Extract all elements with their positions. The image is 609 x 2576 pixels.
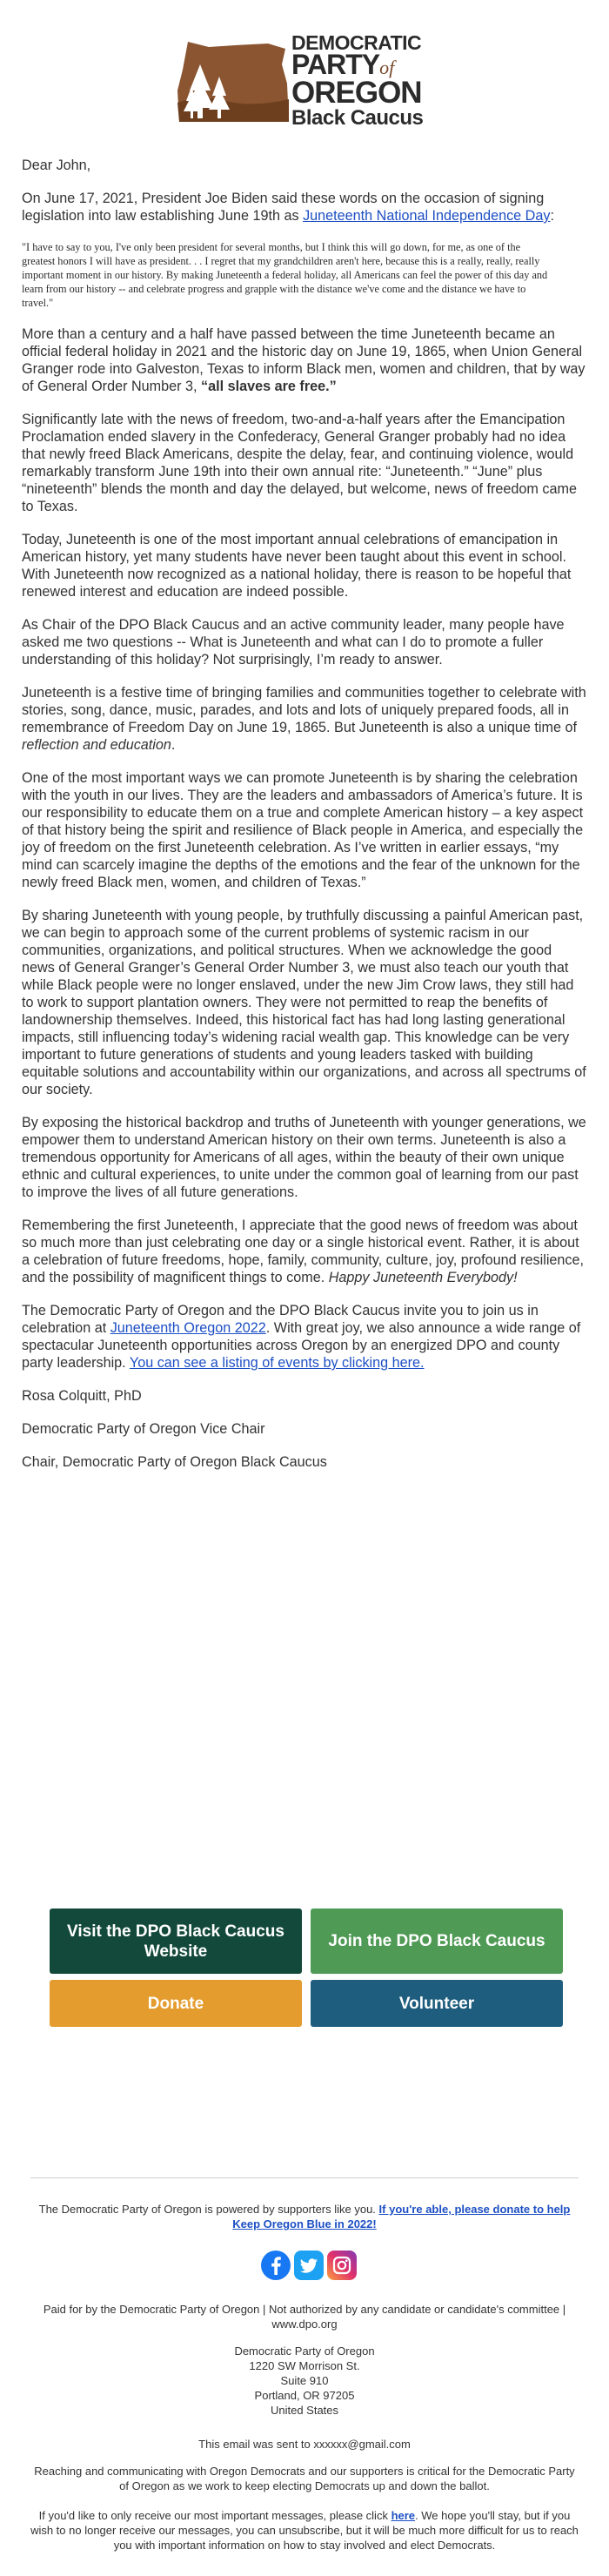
logo-line-black-caucus: Black Caucus <box>291 106 424 130</box>
preferences-text: If you'd like to only receive our most important messages, please click <box>38 2509 392 2522</box>
mailing-address <box>30 2344 579 2418</box>
paragraph-6-end: . <box>171 737 176 753</box>
letter-body <box>22 157 587 1486</box>
paragraph-10-text: Remembering the first Juneteenth, I appreciate that the good news of freedom was about so much more than just celebrating one day or a single historical event. Rather, it is about a celebration of future freedoms, hope, family, community, culture, joy, profound resilience, and the possibility of magnificent things to come. <box>22 1218 585 1285</box>
join-caucus-button[interactable]: Join the DPO Black Caucus <box>311 1909 563 1974</box>
happy-juneteenth-phrase: Happy Juneteenth Everybody! <box>328 1270 518 1285</box>
paragraph-8: By sharing Juneteenth with young people, by truthfully discussing a painful American past, we can begin to approach some of the current problems of systemic racism in our communities, organizations, and political structures. When we acknowledge the good news of General Granger’s General Order Number 3, we must also teach our youth that while Black people were no longer enslaved, under the new Jim Crow laws, they still had to work to support plantation owners. They were not permitted to reap the benefits of landownership themselves. Indeed, this historical fact has had long lasting generational impacts, still influencing today’s widening racial wealth gap. This knowledge can be very important to future generations of students and young leaders tasked with building equitable solutions and accountability within our organizations, and across all spectrums of our society. <box>22 908 586 1097</box>
volunteer-button[interactable]: Volunteer <box>311 1980 563 2027</box>
paragraph-6 <box>22 684 587 754</box>
reaching-notice: Reaching and communicating with Oregon Democrats and our supporters is critical for the Democratic Party of Oregon as we work to keep electing Democrats up and down the ballot. <box>34 2465 575 2492</box>
donate-keep-oregon-blue-link[interactable]: If you're able, please donate to help Keep Oregon Blue in 2022! <box>232 2203 571 2231</box>
sent-to-notice: This email was sent to xxxxxx@gmail.com <box>198 2438 411 2451</box>
events-listing-link[interactable]: You can see a listing of events by clicking here. <box>129 1355 425 1371</box>
preferences-text-end: . We hope you'll stay, but if you wish to no longer receive our messages, you can unsubscribe, but it will be much more difficult for us to reach you with important information on how to stay involved and elect Democrats. <box>30 2509 579 2552</box>
paragraph-1 <box>22 190 587 225</box>
preferences-notice <box>30 2508 579 2553</box>
paragraph-1-text: On June 17, 2021, President Joe Biden said these words on the occasion of signing legislation into law establishing June 19th as <box>22 191 545 224</box>
logo-party-word: PARTY <box>291 49 380 80</box>
preferences-here-link[interactable]: here <box>391 2509 416 2522</box>
logo-wordmark <box>291 33 465 131</box>
signature-title-2: Chair, Democratic Party of Oregon Black Caucus <box>22 1454 327 1470</box>
donate-button[interactable]: Donate <box>50 1980 302 2027</box>
address-line: United States <box>270 2404 339 2417</box>
powered-by-sentence: The Democratic Party of Oregon is powered by supporters like you. <box>38 2203 379 2216</box>
address-line: 1220 SW Morrison St. <box>249 2359 360 2372</box>
oregon-state-icon <box>174 38 296 125</box>
greeting: Dear John, <box>22 158 91 173</box>
logo-line-democratic: DEMOCRATIC <box>291 31 422 54</box>
all-slaves-free-quote: “all slaves are free.” <box>201 379 337 394</box>
paragraph-3: Significantly late with the news of freedom, two-and-a-half years after the Emancipation Proclamation ended slavery in the Confederacy, General Granger probably had no idea that newly freed Black Americans, despite the delay, fear, and continuing violence, would remarkably transform June 19th into their own annual rite: “Juneteenth.” “June” plus “nineteenth” blends the month and day the delayed, but welcome, news of freedom came to Texas. <box>22 412 577 514</box>
juneteenth-oregon-link[interactable]: Juneteenth Oregon 2022 <box>110 1320 266 1336</box>
paragraph-9: By exposing the historical backdrop and truths of Juneteenth with younger generations, we empower them to understand American history on their own terms. Juneteenth is also a tremendous opportunity for Americans of all ages, within the beauty of their own unique ethnic and cultural experiences, to unite under the common goal of learning from our past to improve the lives of all future generations. <box>22 1115 586 1200</box>
footer-divider <box>30 2177 579 2178</box>
paragraph-7: One of the most important ways we can promote Juneteenth is by sharing the celebration with the youth in our lives. They are the leaders and ambassadors of America’s future. It is our responsibility to educate them on a true and complete American history – a key aspect of that history being the spirit and resilience of Black people in America, and especially the joy of freedom on the first Juneteenth celebration. As I’ve written in earlier essays, “my mind can scarcely imagine the depths of the emotions and the fear of the unknown for the newly freed Black men, women, and children of Texas.” <box>22 770 584 890</box>
address-line: Portland, OR 97205 <box>254 2389 355 2402</box>
logo-line-oregon: OREGON <box>291 76 422 110</box>
signature-title-1: Democratic Party of Oregon Vice Chair <box>22 1421 265 1437</box>
paragraph-4: Today, Juneteenth is one of the most important annual celebrations of emancipation in American history, yet many students have never been taught about this event in school. With Juneteenth now recognized as a national holiday, there is reason to be hopeful that renewed interest and education are indeed possible. <box>22 532 572 600</box>
facebook-icon[interactable] <box>261 2251 291 2280</box>
logo-of-word: of <box>379 57 395 78</box>
paragraph-1-end: : <box>550 208 554 224</box>
paragraph-10 <box>22 1217 587 1286</box>
powered-by-text <box>30 2202 579 2231</box>
paid-for-disclaimer: Paid for by the Democratic Party of Oregon | Not authorized by any candidate or candidate's committee | www.dpo.org <box>43 2303 566 2331</box>
address-line: Democratic Party of Oregon <box>234 2345 375 2358</box>
paragraph-5: As Chair of the DPO Black Caucus and an active community leader, many people have asked me two questions -- What is Juneteenth and what can I do to promote a fuller understanding of this holiday? Not surprisingly, I’m ready to answer. <box>22 617 565 667</box>
paragraph-11-mid: . With great joy, we also announce a wide range of spectacular Juneteenth opportunities across Oregon by an energized DPO and county party leadership. <box>22 1320 581 1371</box>
paragraph-6-text: Juneteenth is a festive time of bringing families and communities together to celebrate with stories, song, dance, music, parades, and lots and lots of uniquely prepared foods, all in remembrance of Freedom Day on June 19, 1865. But Juneteenth is also a unique time of <box>22 685 586 735</box>
biden-quote: "I have to say to you, I've only been president for several months, but I think this will go down, for me, as one of the greatest honors I will have as president. . . I regret that my grandchildren aren't here, because this is a really, really, really important moment in our history. By making Juneteenth a federal holiday, all Americans can feel the power of this day and learn from our history -- and celebrate progress and grapple with the distance we've come and the distance we have to travel." <box>22 241 548 309</box>
reflection-education-phrase: reflection and education <box>22 737 171 753</box>
visit-website-button[interactable]: Visit the DPO Black Caucus Website <box>50 1909 302 1974</box>
juneteenth-holiday-link[interactable]: Juneteenth National Independence Day <box>303 208 551 224</box>
twitter-icon[interactable] <box>294 2251 324 2280</box>
signature-name: Rosa Colquitt, PhD <box>22 1388 142 1404</box>
address-line: Suite 910 <box>280 2374 329 2387</box>
instagram-icon[interactable] <box>327 2251 357 2280</box>
paragraph-2-text: More than a century and a half have passed between the time Juneteenth became an official federal holiday in 2021 and the historic day on June 19, 1865, when Union General Granger rode into Galveston, Texas to inform Black men, women and children, that by way of General Order Number 3, <box>22 326 586 394</box>
paragraph-11-text: The Democratic Party of Oregon and the DPO Black Caucus invite you to join us in celebration at <box>22 1303 539 1336</box>
dpo-black-caucus-logo <box>174 31 452 130</box>
social-links <box>252 2251 365 2282</box>
paragraph-11 <box>22 1302 587 1372</box>
paragraph-2 <box>22 325 587 395</box>
